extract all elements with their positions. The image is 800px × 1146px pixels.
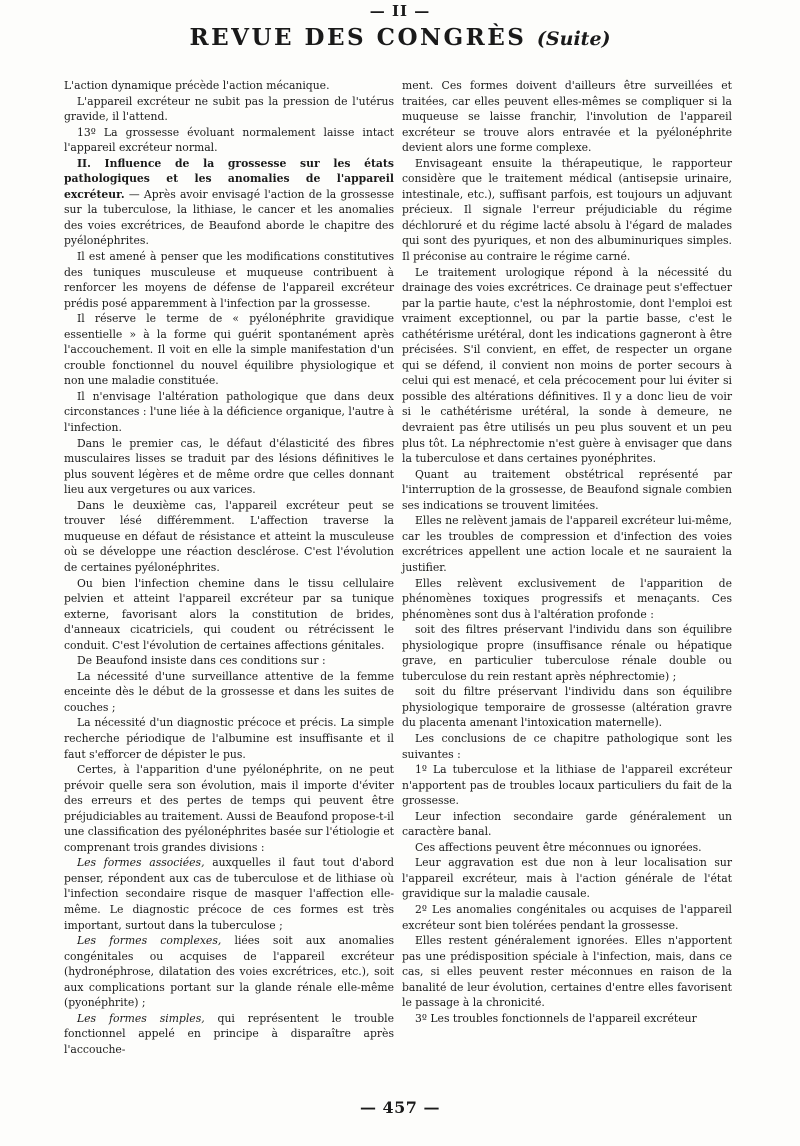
page-header: [0, 24, 800, 51]
paragraph: Il est amené à penser que les modifications constitutives des tuniques musculeuse et muqueuse contribuent à renforcer les moyens de défense de l'appareil excréteur prédis posé apparemment à l'infection par la grossesse.: [64, 250, 394, 310]
left-column: [64, 78, 394, 1057]
paragraph: Quant au traitement obstétrical représenté par l'interruption de la grossesse, de Beaufond signale combien ses indications se trouvent limitées.: [402, 467, 732, 512]
paragraph: Certes, à l'apparition d'une pyélonéphrite, on ne peut prévoir quelle sera son évolution, mais il importe d'éviter des erreurs et des pertes de temps qui peuvent être préjudiciables au traitement. Aussi de Beaufond propose-t-il une classification des pyélonéphrites basée sur l'étiologie et comprenant trois grandes divisions :: [64, 763, 394, 854]
italic-lead: Les formes associées,: [77, 856, 205, 870]
header-title: REVUE DES CONGRÈS: [189, 24, 527, 51]
section-text: — Après avoir envisagé l'action de la grossesse sur la tuberculose, la lithiase, le cancer et les anomalies des voies excrétrices, de Beaufond aborde le chapitre des pyélonéphrites.: [64, 187, 394, 248]
paragraph: Ou bien l'infection chemine dans le tissu cellulaire pelvien et atteint l'appareil excréteur par sa tunique externe, favorisant alors la constitution de brides, d'anneaux cicatriciels, qui coudent ou rétrécissent le conduit. C'est l'évolution de certaines affections génitales.: [64, 576, 394, 652]
paragraph: Envisageant ensuite la thérapeutique, le rapporteur considère que le traitement médical (antisepsie urinaire, intestinale, etc.), suffisant parfois, est toujours un adjuvant précieux. Il signale l'erreur préjudiciable du régime déchloruré et du régime lacté absolu à l'égard de malades qui sont des pyuriques, et non des albuminuriques simples. Il préconise au contraire le régime carné.: [402, 156, 732, 264]
header-suite: (Suite): [536, 28, 611, 50]
right-column: [402, 78, 732, 1026]
paragraph: [64, 933, 394, 1011]
paragraph: Leur infection secondaire garde généralement un caractère banal.: [402, 809, 732, 839]
paragraph: Dans le premier cas, le défaut d'élasticité des fibres musculaires lisses se traduit par des lésions définitives le plus souvent légères et de même ordre que celles donnant lieu aux vergetures ou aux varices.: [64, 436, 394, 497]
paragraph: L'appareil excréteur ne subit pas la pression de l'utérus gravide, il l'attend.: [64, 94, 394, 124]
section-paragraph: [64, 156, 394, 249]
paragraph: Elles restent généralement ignorées. Elles n'apportent pas une prédisposition spéciale à l'infection, mais, dans ce cas, si elles peuvent rester méconnues en raison de la banalité de leur évolution, certaines d'entre elles favorisent le passage à la chronicité.: [402, 934, 732, 1010]
section-title: II. Influence de la grossesse sur les états pathologiques et les anomalies de l'appareil excréteur.: [64, 156, 394, 201]
paragraph: 1º La tuberculose et la lithiase de l'appareil excréteur n'apportent pas de troubles locaux particuliers du fait de la grossesse.: [402, 763, 732, 808]
paragraph: La nécessité d'un diagnostic précoce et précis. La simple recherche périodique de l'albumine est insuffisante et il faut s'efforcer de dépister le pus.: [64, 716, 394, 761]
paragraph: Dans le deuxième cas, l'appareil excréteur peut se trouver lésé différemment. L'affection traverse la muqueuse en défaut de résistance et atteint la musculeuse où se développe une réaction desclérose. C'est l'évolution de certaines pyélonéphrites.: [64, 498, 394, 574]
paragraph-text: auxquelles il faut tout d'abord penser, répondent aux cas de tuberculose et de lithiase où l'infection secondaire risque de masquer l'affection elle-même. Le diagnostic précoce de ces formes est très important, surtout dans la tuberculose ;: [64, 856, 394, 932]
paragraph: Elles relèvent exclusivement de l'apparition de phénomènes toxiques progressifs et menaçants. Ces phénomènes sont dus à l'altération profonde :: [402, 576, 732, 621]
paragraph: Elles ne relèvent jamais de l'appareil excréteur lui-même, car les troubles de compression et d'infection des voies excrétrices appellent une action locale et ne sauraient la justifier.: [402, 514, 732, 574]
italic-lead: Les formes simples,: [77, 1011, 205, 1025]
paragraph: [64, 855, 394, 933]
paragraph: soit des filtres préservant l'individu dans son équilibre physiologique propre (insuffisance rénale ou hépatique grave, en particulier tuberculose rénale double ou tuberculose du rein restant après néphrectomie) ;: [402, 623, 732, 683]
paragraph: 3º Les troubles fonctionnels de l'appareil excréteur: [415, 1011, 697, 1025]
paragraph: Leur aggravation est due non à leur localisation sur l'appareil excréteur, mais à l'action générale de l'état gravidique sur la maladie causale.: [402, 856, 732, 901]
paragraph: [64, 1011, 394, 1058]
paragraph: Les conclusions de ce chapitre pathologique sont les suivantes :: [402, 731, 732, 761]
paragraph: Il réserve le terme de « pyélonéphrite gravidique essentielle » à la forme qui guérit spontanément après l'accouchement. Il voit en elle la simple manifestation d'un crouble fonctionnel du nouvel équilibre physiologique et non une maladie constituée.: [64, 312, 394, 388]
paragraph-text: qui représentent le trouble fonctionnel appelé en principe à disparaître après l'accouche-: [64, 1011, 395, 1056]
paragraph: Il n'envisage l'altération pathologique que dans deux circonstances : l'une liée à la déficience organique, l'autre à l'infection.: [64, 389, 394, 435]
italic-lead: Les formes complexes,: [77, 934, 222, 948]
paragraph: 2º Les anomalies congénitales ou acquises de l'appareil excréteur sont bien tolérées pendant la grossesse.: [402, 902, 732, 932]
running-page-number: — II —: [369, 2, 431, 20]
paragraph: De Beaufond insiste dans ces conditions sur :: [77, 654, 326, 668]
paragraph: ment. Ces formes doivent d'ailleurs être surveillées et traitées, car elles peuvent elles-mêmes se compliquer si la muqueuse se laisse franchir, l'involution de l'appareil excréteur se trouve alors entravée et la pyélonéphrite devient alors une forme complexe.: [402, 79, 732, 155]
paragraph: Le traitement urologique répond à la nécessité du drainage des voies excrétrices. Ce drainage peut s'effectuer par la partie haute, c'est la néphrostomie, dont l'emploi est vraiment exceptionnel, ou par la partie basse, c'est le cathétérisme urétéral, dont les indications gagneront à être précisées. S'il convient, en effet, de respecter un organe qui se défend, il convient non moins de porter secours à celui qui est menacé, et cela précocement pour lui éviter si possible des altérations définitives. Il y a donc lieu de voir si le cathétérisme urétéral, la sonde à demeure, ne devraient pas être utilisés un peu plus souvent et un peu plus tôt. La néphrectomie n'est guère à envisager que dans la tuberculose et dans certaines pyonéphrites.: [402, 265, 732, 466]
paragraph: L'action dynamique précède l'action mécanique.: [64, 79, 330, 92]
paragraph: soit du filtre préservant l'individu dans son équilibre physiologique temporaire de grossesse (altération gravre du placenta amenant l'intoxication maternelle).: [402, 685, 732, 730]
paragraph: La nécessité d'une surveillance attentive de la femme enceinte dès le début de la grossesse et dans les suites de couches ;: [64, 669, 394, 714]
paragraph-text: liées soit aux anomalies congénitales ou acquises de l'appareil excréteur (hydronéphrose, dilatation des voies excrétrices, etc.), soit aux complications portant sur la glande rénale elle-même (pyonéphrite) ;: [64, 934, 394, 1010]
paragraph: Ces affections peuvent être méconnues ou ignorées.: [415, 840, 702, 854]
page-number: — 457 —: [359, 1098, 441, 1117]
paragraph: 13º La grossesse évoluant normalement laisse intact l'appareil excréteur normal.: [64, 125, 394, 155]
